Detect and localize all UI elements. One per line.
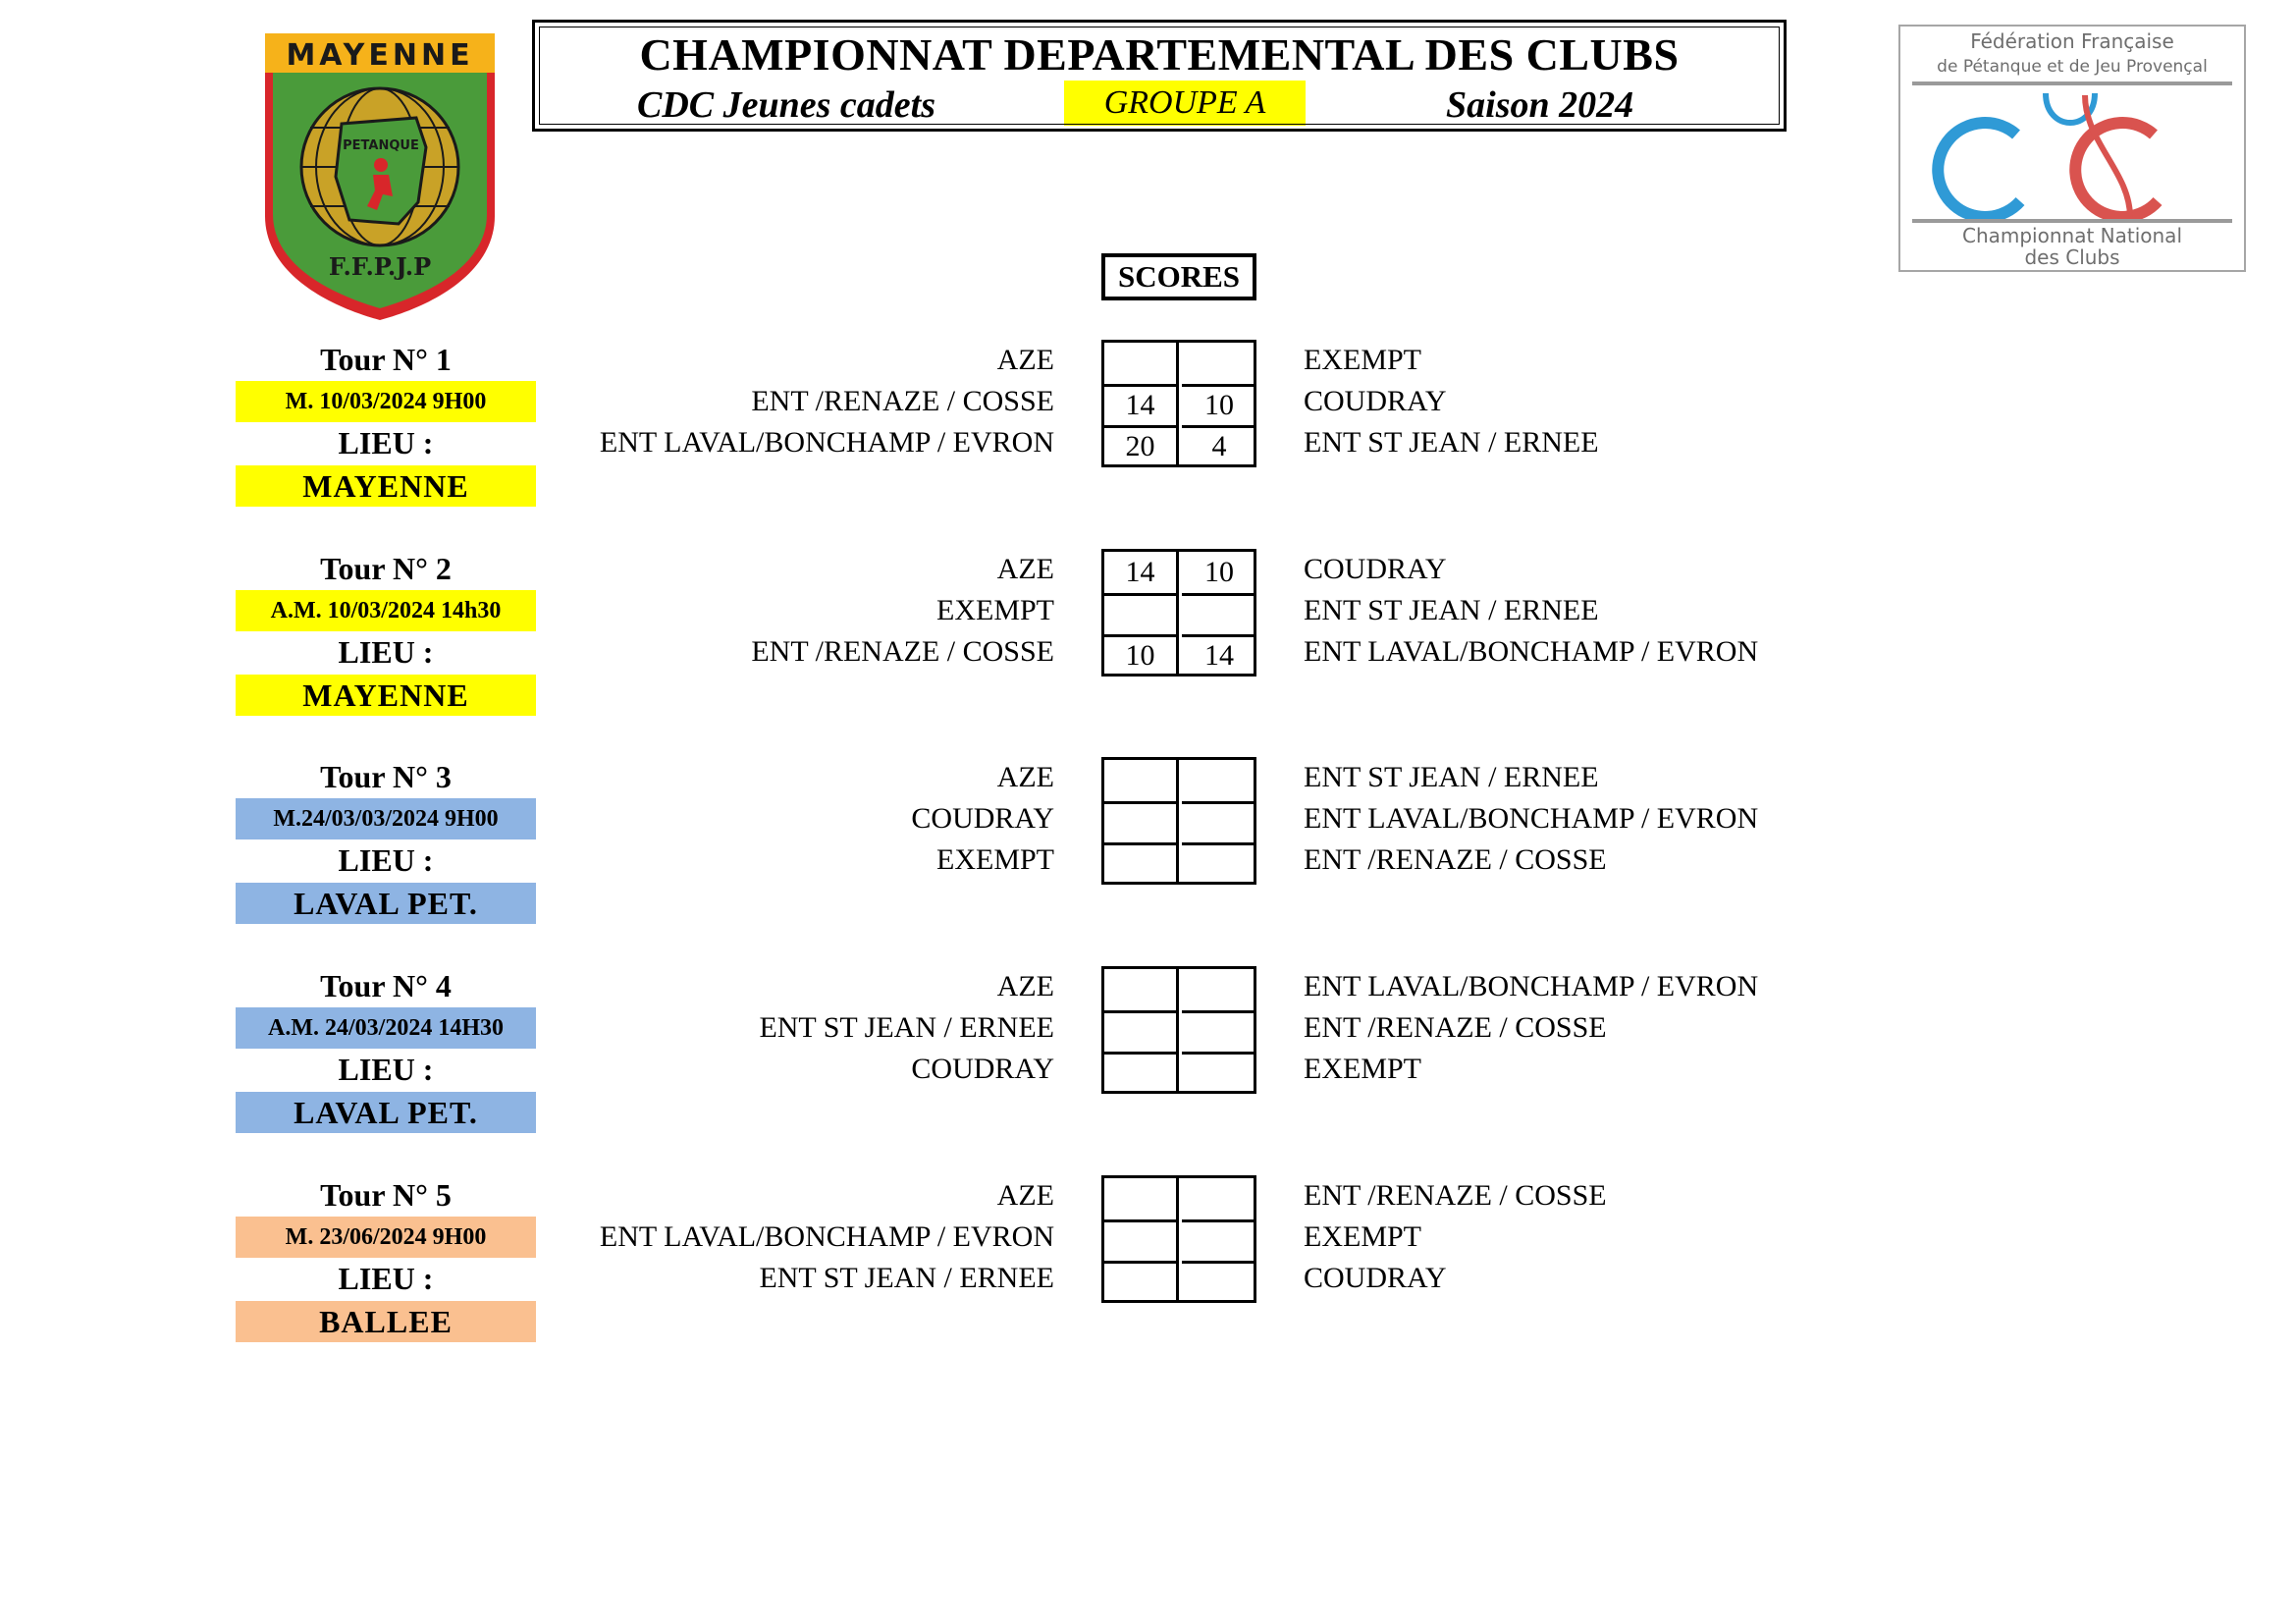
svg-text:F.F.P.J.P: F.F.P.J.P <box>328 252 432 281</box>
score-away <box>1182 1261 1256 1302</box>
home-team: EXEMPT <box>936 594 1054 626</box>
score-away: 10 <box>1182 384 1256 425</box>
score-home <box>1104 1178 1179 1219</box>
away-team: ENT /RENAZE / COSSE <box>1304 1011 1607 1044</box>
logo-right-line1: Fédération Française <box>1970 29 2174 53</box>
score-home <box>1104 760 1179 801</box>
logo-right-line2: de Pétanque et de Jeu Provençal <box>1937 57 2208 77</box>
score-away <box>1182 1010 1256 1052</box>
home-team: ENT /RENAZE / COSSE <box>751 635 1054 668</box>
round-5 <box>0 1175 2296 1431</box>
score-grid <box>1101 340 1256 467</box>
score-away <box>1182 1052 1256 1093</box>
score-away <box>1182 801 1256 842</box>
score-away <box>1182 1219 1256 1261</box>
home-team: ENT /RENAZE / COSSE <box>751 385 1054 417</box>
group-badge: GROUPE A <box>1064 81 1306 126</box>
round-venue: MAYENNE <box>236 675 536 716</box>
mayenne-shield-logo <box>261 29 499 322</box>
page-title: CHAMPIONNAT DEPARTEMENTAL DES CLUBS <box>639 29 1680 80</box>
logo-right-line3: Championnat National <box>1961 224 2183 247</box>
home-team: EXEMPT <box>936 843 1054 876</box>
home-team: AZE <box>996 761 1054 793</box>
round-date: A.M. 24/03/2024 14H30 <box>236 1007 536 1049</box>
score-away: 10 <box>1204 556 1234 588</box>
round-date: A.M. 10/03/2024 14h30 <box>236 590 536 631</box>
away-team: COUDRAY <box>1304 1262 1447 1294</box>
away-team: ENT /RENAZE / COSSE <box>1304 843 1607 876</box>
round-title: Tour N° 1 <box>320 342 452 377</box>
score-grid <box>1101 1175 1256 1303</box>
home-team: COUDRAY <box>911 802 1054 835</box>
category-label: CDC Jeunes cadets <box>637 84 935 126</box>
round-venue: MAYENNE <box>236 465 536 507</box>
ffpjp-cnc-logo <box>1898 25 2246 272</box>
score-home <box>1104 343 1179 384</box>
home-team: ENT LAVAL/BONCHAMP / EVRON <box>599 426 1054 459</box>
svg-text:PETANQUE: PETANQUE <box>343 138 419 153</box>
scores-header: SCORES <box>1101 253 1256 300</box>
round-title: Tour N° 4 <box>320 968 452 1003</box>
score-grid <box>1101 549 1256 677</box>
score-home: 20 <box>1104 425 1179 466</box>
score-away <box>1182 343 1256 384</box>
score-home: 10 <box>1104 634 1179 676</box>
round-venue: LAVAL PET. <box>236 1092 536 1133</box>
score-home <box>1104 1219 1179 1261</box>
home-team: ENT LAVAL/BONCHAMP / EVRON <box>599 1220 1054 1253</box>
home-team: ENT ST JEAN / ERNEE <box>759 1011 1054 1044</box>
season-label: Saison 2024 <box>1446 84 1634 126</box>
home-team: AZE <box>996 344 1054 376</box>
logo-right-line4: des Clubs <box>2024 245 2120 269</box>
score-home <box>1104 1261 1179 1302</box>
score-grid <box>1101 966 1256 1094</box>
home-team: ENT ST JEAN / ERNEE <box>759 1262 1054 1294</box>
round-title: Tour N° 5 <box>320 1177 452 1213</box>
away-team: EXEMPT <box>1304 1053 1421 1085</box>
round-date: M. 23/06/2024 9H00 <box>236 1217 536 1258</box>
score-away <box>1182 593 1256 634</box>
title-box <box>532 20 1787 132</box>
score-home <box>1104 1010 1179 1052</box>
lieu-label: LIEU : <box>338 425 434 460</box>
round-date: M. 10/03/2024 9H00 <box>236 381 536 422</box>
lieu-label: LIEU : <box>338 842 434 878</box>
away-team: ENT LAVAL/BONCHAMP / EVRON <box>1304 970 1759 1002</box>
svg-text:MAYENNE: MAYENNE <box>286 38 474 73</box>
score-home <box>1104 593 1179 634</box>
away-team: EXEMPT <box>1304 1220 1421 1253</box>
home-team: AZE <box>996 970 1054 1002</box>
round-title: Tour N° 3 <box>320 759 452 794</box>
round-venue: BALLEE <box>236 1301 536 1342</box>
lieu-label: LIEU : <box>338 634 434 670</box>
home-team: AZE <box>996 1179 1054 1212</box>
home-team: AZE <box>996 553 1054 585</box>
away-team: EXEMPT <box>1304 344 1421 376</box>
score-away: 4 <box>1182 425 1256 466</box>
round-date: M.24/03/03/2024 9H00 <box>236 798 536 839</box>
score-away <box>1182 842 1256 884</box>
score-home: 14 <box>1104 384 1179 425</box>
score-away <box>1182 760 1256 801</box>
away-team: ENT /RENAZE / COSSE <box>1304 1179 1607 1212</box>
score-home <box>1104 969 1179 1010</box>
away-team: ENT LAVAL/BONCHAMP / EVRON <box>1304 635 1759 668</box>
score-home <box>1104 842 1179 884</box>
round-title: Tour N° 2 <box>320 551 452 586</box>
score-home: 14 <box>1104 552 1179 593</box>
score-home <box>1104 1052 1179 1093</box>
away-team: ENT ST JEAN / ERNEE <box>1304 761 1599 793</box>
lieu-label: LIEU : <box>338 1261 434 1296</box>
away-team: COUDRAY <box>1304 553 1447 585</box>
away-team: ENT ST JEAN / ERNEE <box>1304 426 1599 459</box>
home-team: COUDRAY <box>911 1053 1054 1085</box>
lieu-label: LIEU : <box>338 1052 434 1087</box>
score-grid <box>1101 757 1256 885</box>
away-team: ENT ST JEAN / ERNEE <box>1304 594 1599 626</box>
round-venue: LAVAL PET. <box>236 883 536 924</box>
score-away: 14 <box>1182 634 1256 676</box>
score-away <box>1182 969 1256 1010</box>
away-team: ENT LAVAL/BONCHAMP / EVRON <box>1304 802 1759 835</box>
score-home <box>1104 801 1179 842</box>
away-team: COUDRAY <box>1304 385 1447 417</box>
score-away <box>1182 1178 1256 1219</box>
